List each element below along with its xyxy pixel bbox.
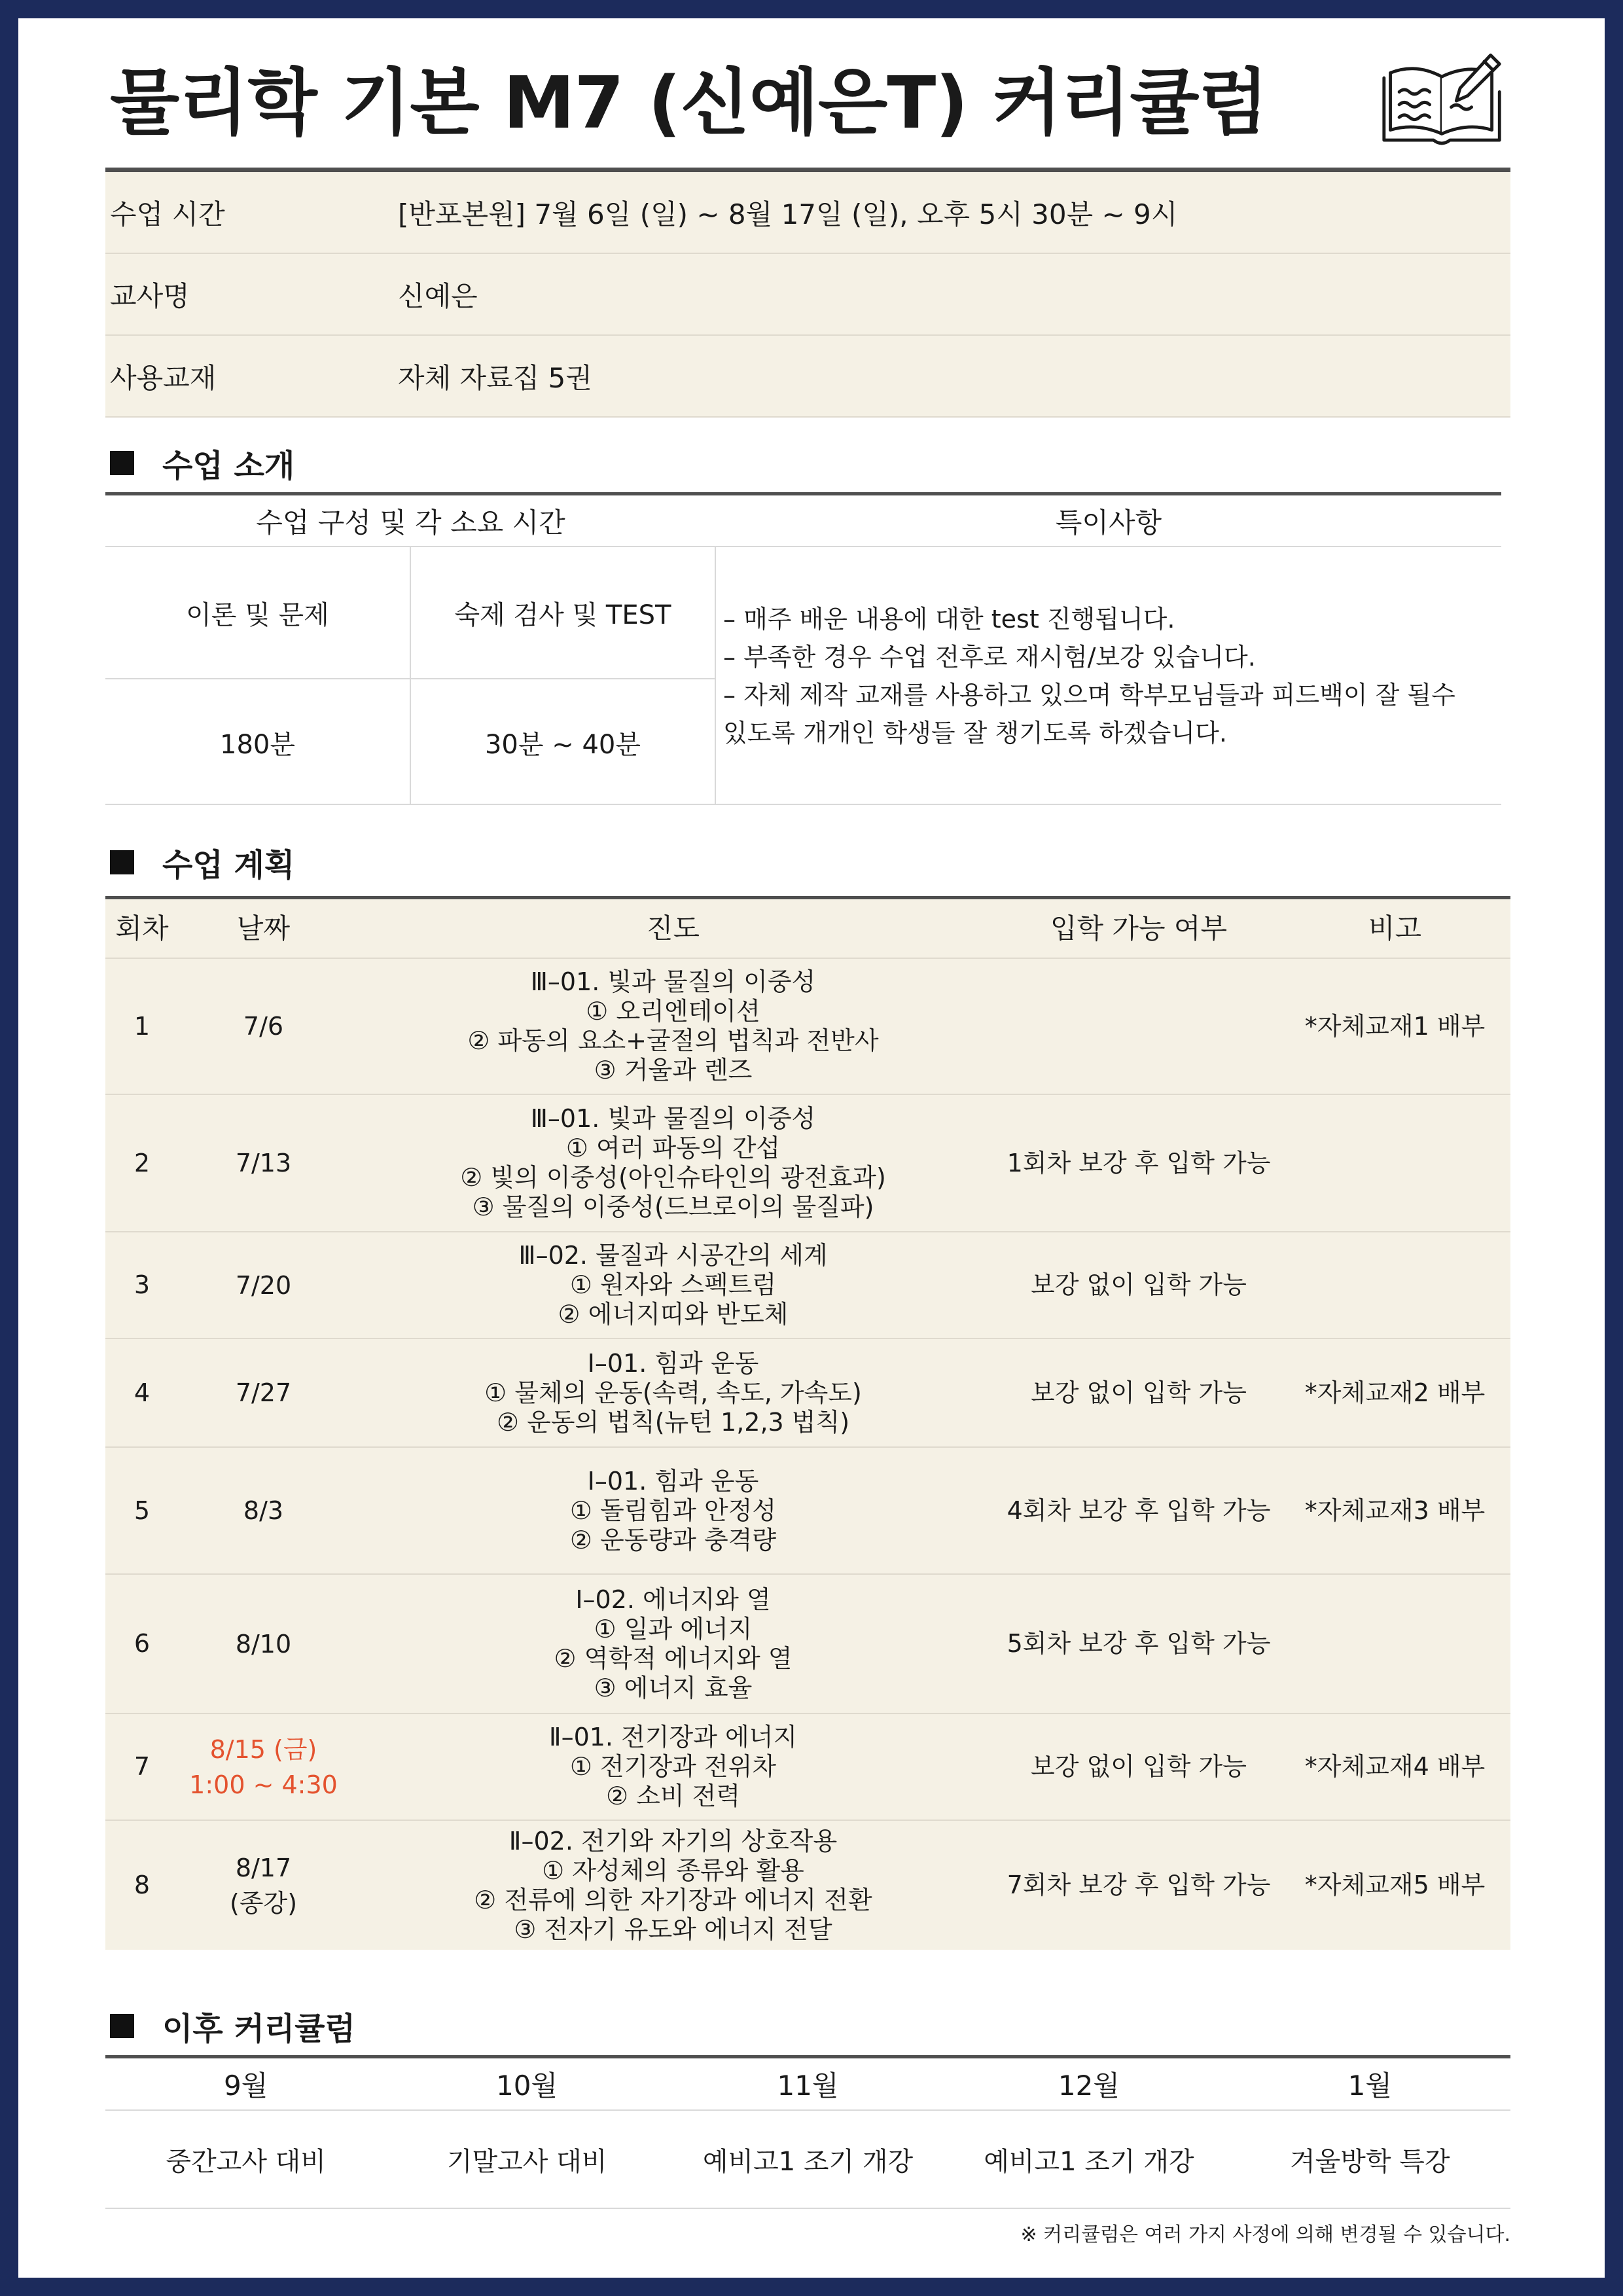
date-text: 7/6 — [243, 1012, 284, 1041]
section-heading-text: 수업 계획 — [162, 846, 295, 884]
lesson-plan-table — [105, 899, 1510, 1950]
progress-line: ① 오리엔테이션 — [586, 997, 760, 1026]
part-time-cell: 30분 ~ 40분 — [411, 679, 716, 805]
session-number: 5 — [134, 1496, 151, 1525]
session-cell — [105, 1714, 179, 1820]
table-row — [105, 1821, 1510, 1950]
progress-line: ② 전류에 의한 자기장과 에너지 전환 — [474, 1885, 872, 1914]
note-cell — [1279, 1095, 1510, 1231]
session-number: 6 — [134, 1629, 151, 1658]
progress-line: ② 운동량과 충격량 — [569, 1525, 777, 1554]
progress-line: ② 파동의 요소+굴절의 법칙과 전반사 — [467, 1026, 879, 1055]
session-cell — [105, 1448, 179, 1573]
month-header: 11월 — [777, 2070, 839, 2102]
table-row — [105, 1095, 1510, 1232]
note-cell — [1279, 1448, 1510, 1573]
date-cell — [179, 1232, 348, 1338]
info-label: 사용교재 — [110, 361, 217, 394]
table-row — [105, 1575, 1510, 1714]
note-cell — [1279, 959, 1510, 1094]
date-cell — [179, 1095, 348, 1231]
note-text: *자체교재4 배부 — [1304, 1752, 1486, 1781]
month-plan: 겨울방학 특강 — [1290, 2146, 1450, 2177]
progress-line: Ⅲ–01. 빛과 물질의 이중성 — [530, 1104, 816, 1133]
progress-cell — [348, 1575, 998, 1713]
date-text: 8/15 (금) — [209, 1734, 317, 1764]
class-info-table — [105, 172, 1510, 418]
date-cell — [179, 1575, 348, 1713]
admission-status: 보강 없이 입학 가능 — [1031, 1752, 1247, 1781]
progress-cell — [348, 1095, 998, 1231]
progress-line: Ⅲ–02. 물질과 시공간의 세계 — [518, 1241, 828, 1270]
progress-line: ② 빛의 이중성(아인슈타인의 광전효과) — [460, 1163, 886, 1192]
column-header-date: 날짜 — [236, 912, 291, 944]
admission-cell — [998, 1095, 1279, 1231]
table-row — [105, 959, 1510, 1095]
month-header: 12월 — [1058, 2070, 1120, 2102]
date-text: 8/17 — [235, 1853, 292, 1882]
section-heading-plan — [110, 839, 294, 885]
admission-status: 7회차 보강 후 입학 가능 — [1007, 1871, 1271, 1899]
info-value: [반포본원] 7월 6일 (일) ~ 8월 17일 (일), 오후 5시 30분 ~ 9시 — [398, 198, 1178, 230]
section-heading-after — [110, 2003, 355, 2049]
notes-cell — [716, 547, 1501, 805]
note-text: *자체교재3 배부 — [1304, 1496, 1486, 1525]
table-row — [105, 1339, 1510, 1448]
progress-line: Ⅱ–02. 전기와 자기의 상호작용 — [508, 1826, 838, 1856]
session-cell — [105, 959, 179, 1094]
note-cell — [1279, 1575, 1510, 1713]
section-heading-intro — [110, 440, 294, 486]
progress-line: ③ 거울과 렌즈 — [594, 1056, 753, 1085]
month-header: 9월 — [224, 2070, 268, 2102]
progress-line: ③ 에너지 효율 — [594, 1673, 753, 1702]
table-row — [105, 1232, 1510, 1339]
progress-line: Ⅰ–01. 힘과 운동 — [587, 1348, 759, 1378]
note-text: *자체교재5 배부 — [1304, 1871, 1486, 1899]
progress-line: Ⅰ–02. 에너지와 열 — [575, 1585, 771, 1614]
progress-cell — [348, 1339, 998, 1446]
progress-line: ② 소비 전력 — [605, 1782, 741, 1810]
progress-line: ① 자성체의 종류와 활용 — [542, 1856, 804, 1885]
progress-cell — [348, 1714, 998, 1820]
note-line: – 부족한 경우 수업 전후로 재시험/보강 있습니다. — [723, 643, 1256, 672]
column-header-note: 비고 — [1368, 912, 1422, 944]
admission-cell — [998, 1714, 1279, 1820]
black-square-icon — [110, 850, 134, 874]
info-label: 수업 시간 — [110, 198, 225, 230]
admission-status: 5회차 보강 후 입학 가능 — [1007, 1629, 1271, 1658]
info-value: 자체 자료집 5권 — [398, 361, 592, 394]
progress-line: ② 에너지띠와 반도체 — [558, 1300, 789, 1329]
admission-cell — [998, 959, 1279, 1094]
admission-status: 1회차 보강 후 입학 가능 — [1007, 1148, 1271, 1177]
black-square-icon — [110, 451, 134, 475]
date-text: (종강) — [229, 1888, 298, 1918]
note-line: – 매주 배운 내용에 대한 test 진행됩니다. — [723, 605, 1175, 634]
session-number: 8 — [134, 1871, 151, 1899]
note-cell — [1279, 1821, 1510, 1950]
title-underline — [105, 168, 1510, 172]
admission-cell — [998, 1821, 1279, 1950]
admission-status: 4회차 보강 후 입학 가능 — [1007, 1496, 1271, 1525]
date-text: 7/20 — [235, 1270, 292, 1300]
progress-line: ① 원자와 스펙트럼 — [569, 1270, 777, 1299]
part-name-cell: 이론 및 문제 — [105, 547, 411, 679]
progress-line: ③ 전자기 유도와 에너지 전달 — [514, 1914, 832, 1944]
column-header-session: 회차 — [115, 912, 169, 944]
note-cell — [1279, 1232, 1510, 1338]
future-curriculum-table — [105, 2058, 1510, 2209]
progress-line: ① 여러 파동의 간섭 — [565, 1134, 781, 1162]
page-title: 물리학 기본 M7 (신예은T) 커리큘럼 — [110, 61, 1268, 145]
info-row-textbook — [105, 336, 1510, 418]
month-header: 1월 — [1347, 2070, 1392, 2102]
date-text: 7/27 — [235, 1378, 292, 1407]
info-row-teacher — [105, 254, 1510, 336]
note-text: *자체교재1 배부 — [1304, 1011, 1486, 1041]
intro-table — [105, 495, 1501, 805]
column-header-admission: 입학 가능 여부 — [1050, 912, 1228, 944]
admission-cell — [998, 1339, 1279, 1446]
progress-line: ① 전기장과 전위차 — [569, 1752, 777, 1781]
note-line: – 자체 제작 교재를 사용하고 있으며 학부모님들과 피드백이 잘 될수 있도록 개개인 학생들 잘 챙기도록 하겠습니다. — [723, 681, 1455, 747]
table-header-row — [105, 899, 1510, 959]
admission-cell — [998, 1575, 1279, 1713]
date-text: 8/3 — [243, 1496, 284, 1525]
date-text: 1:00 ~ 4:30 — [189, 1770, 338, 1799]
month-plan: 예비고1 조기 개강 — [702, 2146, 914, 2177]
session-cell — [105, 1821, 179, 1950]
section-heading-text: 이후 커리큘럼 — [162, 2010, 355, 2047]
info-row-time — [105, 172, 1510, 254]
admission-cell — [998, 1448, 1279, 1573]
date-cell — [179, 1448, 348, 1573]
session-number: 4 — [134, 1378, 151, 1407]
open-book-pen-icon — [1380, 51, 1505, 151]
progress-line: ③ 물질의 이중성(드브로이의 물질파) — [472, 1193, 874, 1221]
session-number: 2 — [134, 1148, 151, 1177]
session-cell — [105, 1575, 179, 1713]
progress-line: Ⅱ–01. 전기장과 에너지 — [548, 1723, 798, 1751]
progress-line: ① 물체의 운동(속력, 속도, 가속도) — [484, 1378, 862, 1407]
footnote: ※ 커리큘럼은 여러 가지 사정에 의해 변경될 수 있습니다. — [1020, 2223, 1510, 2246]
progress-line: ① 일과 에너지 — [594, 1614, 753, 1643]
session-number: 3 — [134, 1270, 151, 1299]
session-cell — [105, 1095, 179, 1231]
month-plan: 예비고1 조기 개강 — [984, 2146, 1194, 2177]
info-value: 신예은 — [398, 279, 478, 312]
session-number: 1 — [134, 1011, 151, 1041]
session-number: 7 — [134, 1752, 151, 1781]
month-plan: 중간고사 대비 — [166, 2146, 326, 2177]
note-cell — [1279, 1714, 1510, 1820]
note-text: *자체교재2 배부 — [1304, 1378, 1486, 1407]
date-cell — [179, 959, 348, 1094]
month-plan-row — [105, 2111, 1510, 2209]
session-cell — [105, 1339, 179, 1446]
date-cell — [179, 1714, 348, 1820]
note-cell — [1279, 1339, 1510, 1446]
admission-cell — [998, 1232, 1279, 1338]
progress-line: Ⅲ–01. 빛과 물질의 이중성 — [530, 967, 816, 996]
progress-line: ② 운동의 법칙(뉴턴 1,2,3 법칙) — [496, 1407, 850, 1437]
progress-cell — [348, 1821, 998, 1950]
date-cell — [179, 1339, 348, 1446]
admission-status: 보강 없이 입학 가능 — [1031, 1378, 1247, 1407]
progress-cell — [348, 1448, 998, 1573]
column-header-progress: 진도 — [646, 912, 700, 944]
date-text: 8/10 — [235, 1629, 292, 1659]
part-time-cell: 180분 — [105, 679, 411, 805]
admission-status: 보강 없이 입학 가능 — [1031, 1270, 1247, 1299]
section-heading-text: 수업 소개 — [162, 447, 295, 484]
session-cell — [105, 1232, 179, 1338]
month-plan: 기말고사 대비 — [446, 2146, 607, 2177]
notes-header: 특이사항 — [716, 495, 1501, 547]
progress-line: ① 돌림힘과 안정성 — [569, 1496, 777, 1525]
progress-cell — [348, 959, 998, 1094]
progress-line: ② 역학적 에너지와 열 — [554, 1643, 793, 1673]
composition-header: 수업 구성 및 각 소요 시간 — [105, 495, 716, 547]
table-row — [105, 1714, 1510, 1821]
part-name-cell: 숙제 검사 및 TEST — [411, 547, 716, 679]
date-cell — [179, 1821, 348, 1950]
progress-cell — [348, 1232, 998, 1338]
table-row — [105, 1448, 1510, 1575]
info-label: 교사명 — [110, 279, 190, 312]
date-text: 7/13 — [235, 1149, 292, 1177]
month-header-row — [105, 2058, 1510, 2111]
progress-line: Ⅰ–01. 힘과 운동 — [587, 1466, 759, 1496]
black-square-icon — [110, 2014, 134, 2038]
month-header: 10월 — [496, 2070, 558, 2102]
